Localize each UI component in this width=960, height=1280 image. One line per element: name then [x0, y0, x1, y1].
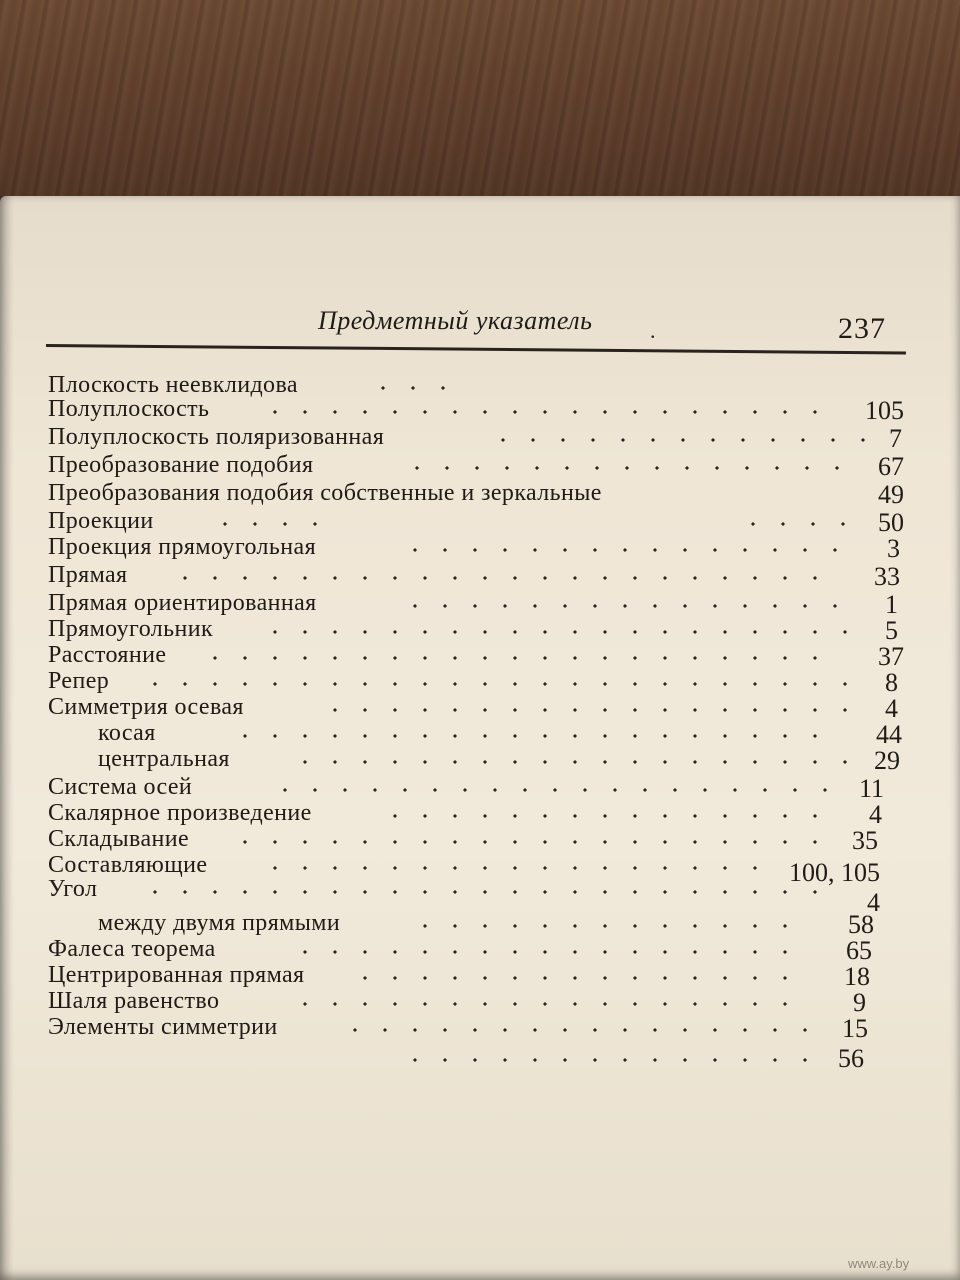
index-term: Центрированная прямая: [48, 962, 305, 988]
index-term: Прямоугольник: [48, 616, 214, 642]
index-page-number: 65: [846, 936, 872, 965]
dot-leader: [210, 522, 330, 526]
index-page-number: 56: [838, 1044, 864, 1073]
index-term: Проекции: [48, 508, 154, 534]
index-page-number: 49: [878, 480, 904, 509]
dot-leader: [400, 1058, 820, 1062]
dot-leader: [230, 734, 830, 738]
index-page-number: 50: [878, 508, 904, 537]
index-entry: [0, 562, 960, 592]
index-page-number: 18: [844, 962, 870, 991]
index-page-number: 100, 105: [789, 858, 880, 887]
running-header-title: Предметный указатель: [318, 306, 593, 335]
index-page-number: 105: [865, 396, 904, 425]
page-number: 237: [838, 312, 886, 345]
index-term: Складывание: [48, 826, 190, 852]
index-term: Фалеса теорема: [48, 936, 216, 962]
dot-leader: [488, 438, 868, 442]
dot-leader: [400, 548, 850, 552]
index-page-number: 67: [878, 452, 904, 481]
index-page-number: 7: [889, 424, 902, 453]
dot-leader: [140, 682, 850, 686]
index-term: Полуплоскость поляризованная: [48, 424, 385, 450]
index-term: Шаля равенство: [48, 988, 220, 1014]
index-term: центральная: [98, 746, 230, 772]
index-page-number: 9: [853, 988, 866, 1017]
index-page-number: 37: [878, 642, 904, 671]
index-entry: [0, 1044, 960, 1074]
index-term: Плоскость неевклидова: [48, 372, 298, 398]
dot-leader: [350, 976, 810, 980]
index-page-number: 44: [876, 720, 902, 749]
dot-leader: [402, 466, 852, 470]
dot-leader: [410, 924, 810, 928]
index-page-number: 5: [885, 616, 898, 645]
index-term: Преобразование подобия: [48, 452, 314, 478]
index-term: Составляющие: [48, 852, 208, 878]
index-term: Система осей: [48, 774, 193, 800]
dot-leader: [260, 410, 830, 414]
index-entry: [0, 452, 960, 482]
dot-leader: [290, 950, 810, 954]
index-term: Скалярное произведение: [48, 800, 312, 826]
index-term: Прямая ориентированная: [48, 590, 317, 616]
index-entry: [0, 746, 960, 776]
index-entry: [0, 424, 960, 454]
index-page-number: 8: [885, 668, 898, 697]
dot-leader: [380, 814, 830, 818]
dot-leader: [340, 1028, 820, 1032]
dot-leader: [320, 708, 850, 712]
index-page-number: 4: [885, 694, 898, 723]
index-entry: [0, 1014, 960, 1044]
dot-leader: [290, 760, 850, 764]
index-page-number: 3: [887, 534, 900, 563]
index-term: Репер: [48, 668, 110, 694]
dot-leader: [400, 604, 860, 608]
index-page-number: 29: [874, 746, 900, 775]
index-term: Проекция прямоугольная: [48, 534, 317, 560]
index-term: Преобразования подобия собственные и зеркальные: [48, 480, 602, 506]
index-term: Симметрия осевая: [48, 694, 244, 720]
index-page-number: 1: [885, 590, 898, 619]
dot-leader: [200, 656, 830, 660]
dot-leader: [368, 386, 458, 390]
watermark: www.ay.by: [848, 1256, 910, 1271]
header-dot: .: [650, 318, 656, 343]
index-page-number: 4: [869, 800, 882, 829]
index-term: Элементы симметрии: [48, 1014, 278, 1040]
index-entry: [0, 396, 960, 426]
dot-leader: [290, 1002, 810, 1006]
index-page-number: 58: [848, 910, 874, 939]
dot-leader: [260, 630, 850, 634]
dot-leader: [738, 522, 848, 526]
index-entry: [0, 480, 960, 510]
index-term: косая: [98, 720, 156, 746]
index-page-number: 4: [867, 888, 880, 917]
index-term: Прямая: [48, 562, 128, 588]
index-page-number: 11: [858, 774, 884, 803]
index-term: Угол: [48, 876, 98, 902]
index-term: Расстояние: [48, 642, 167, 668]
index-term: между двумя прямыми: [98, 910, 341, 936]
index-page-number: 33: [874, 562, 900, 591]
index-term: Полуплоскость: [48, 396, 210, 422]
index-page-number: 15: [842, 1014, 868, 1043]
dot-leader: [230, 840, 820, 844]
index-page-number: 35: [852, 826, 878, 855]
dot-leader: [270, 788, 830, 792]
dot-leader: [170, 576, 840, 580]
index-entry: [0, 534, 960, 564]
